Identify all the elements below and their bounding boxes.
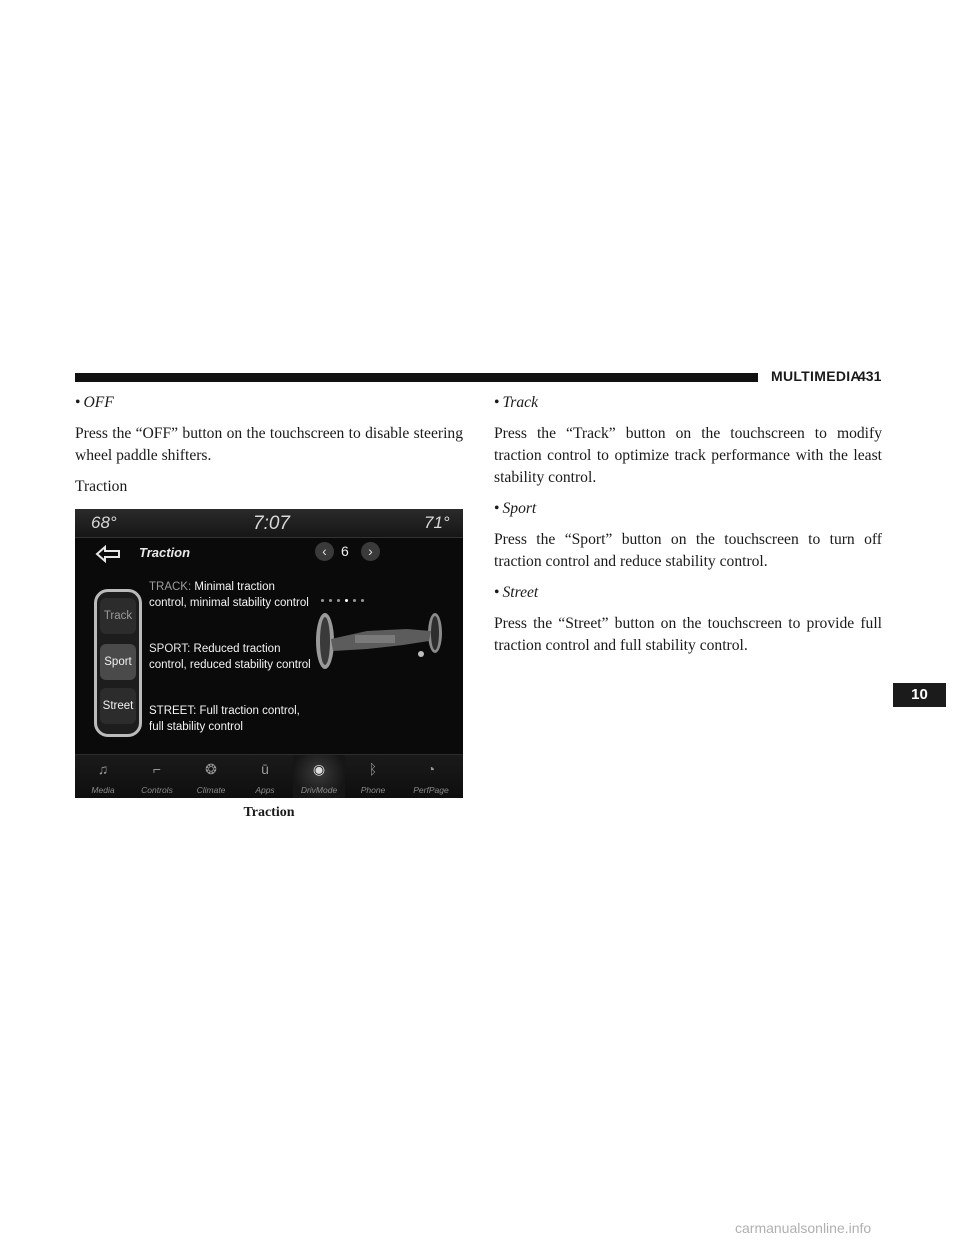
track-button[interactable]: Track [100, 598, 136, 634]
street-button[interactable]: Street [100, 688, 136, 724]
dock-media[interactable]: ♫ Media [91, 761, 115, 795]
music-note-icon: ♫ [97, 761, 109, 777]
paragraph-street: Press the “Street” button on the touchscreen to provide full traction control and full stability control. [494, 615, 882, 654]
section-title: MULTIMEDIA [771, 368, 861, 384]
dock-drivemode[interactable]: ◉ DrivMode [293, 755, 345, 798]
passenger-temperature: 71° [424, 513, 450, 532]
bluetooth-signal-icon: ᛒ [368, 761, 378, 777]
screen-page-number: 6 [341, 543, 349, 559]
climate-icon: ❂ [205, 761, 217, 777]
paragraph-track: Press the “Track” button on the touchscreen to modify traction control to optimize track performance with the least stability control. [494, 425, 882, 486]
seat-icon: ⌐ [152, 761, 162, 777]
page-number: 431 [858, 368, 882, 384]
figure-caption: Traction [243, 805, 295, 820]
dock-perfpage[interactable]: ◔ PerfPage [413, 761, 449, 795]
driver-temperature: 68° [91, 513, 117, 532]
dock-phone[interactable]: ᛒ Phone [360, 761, 386, 795]
dock-climate[interactable]: ❂ Climate [196, 761, 226, 795]
track-description: TRACK: Minimal traction control, minimal stability control [149, 581, 309, 609]
clock: 7:07 [253, 513, 290, 534]
traction-mode-selector [94, 589, 142, 737]
dock-apps[interactable]: ū Apps [255, 761, 275, 795]
bullet-sport: • Sport [494, 500, 537, 517]
bottom-dock [75, 754, 463, 798]
screen-title-row [75, 537, 463, 573]
bullet-track: • Track [494, 394, 538, 411]
sport-button[interactable]: Sport [100, 644, 136, 680]
back-arrow-icon[interactable] [95, 545, 121, 563]
bullet-off: • OFF [75, 394, 114, 411]
street-description: STREET: Full traction control, full stability control [149, 705, 300, 733]
paragraph-off: Press the “OFF” button on the touchscreen to disable steering wheel paddle shifters. [75, 425, 463, 464]
vehicle-chassis-illustration [307, 599, 457, 679]
bullet-street: • Street [494, 584, 539, 601]
steering-wheel-icon: ◉ [312, 761, 326, 777]
traction-screen-figure [75, 509, 463, 798]
left-column [75, 392, 463, 498]
apps-icon: ū [261, 761, 269, 777]
sport-description: SPORT: Reduced traction control, reduced stability control [149, 643, 311, 671]
header-rule [75, 373, 758, 382]
dock-controls[interactable]: ⌐ Controls [141, 761, 173, 795]
gauge-icon: ◔ [426, 761, 436, 777]
previous-page-button[interactable]: ‹ [315, 542, 334, 561]
paragraph-sport: Press the “Sport” button on the touchscreen to turn off traction control and reduce stability control. [494, 531, 882, 570]
chapter-tab: 10 [893, 683, 946, 707]
watermark: carmanualsonline.info [735, 1220, 872, 1236]
right-column [494, 392, 882, 666]
status-bar [75, 509, 463, 538]
screen-title: Traction [139, 545, 191, 560]
heading-traction: Traction [75, 478, 128, 495]
next-page-button[interactable]: › [361, 542, 380, 561]
